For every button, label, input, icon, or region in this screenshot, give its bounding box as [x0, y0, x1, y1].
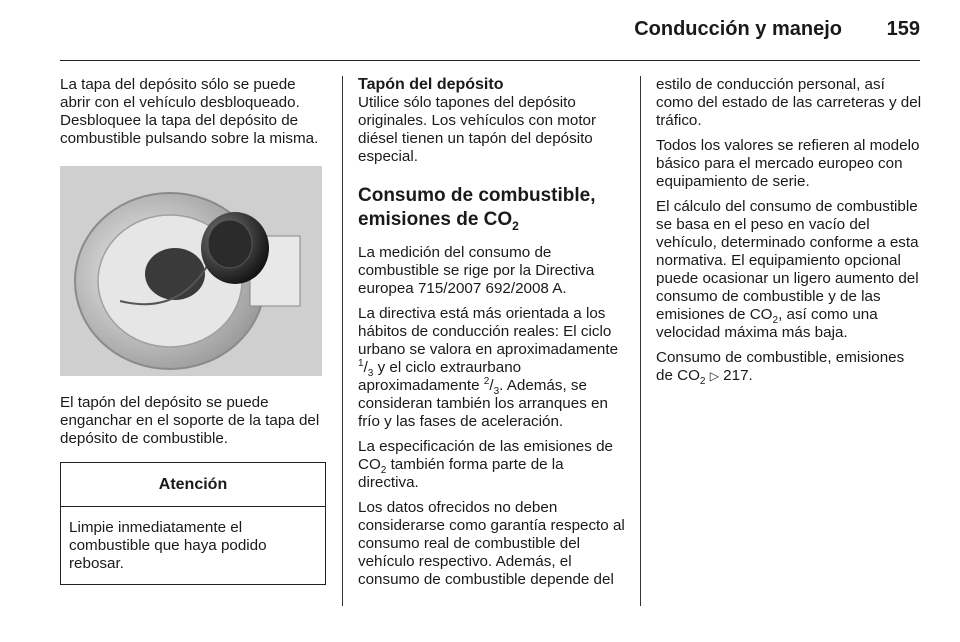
warning-box: [60, 462, 326, 585]
heading-fuel-cap: Tapón del depósito: [358, 76, 504, 93]
fuel-filler-illustration: [60, 166, 322, 376]
section-title: Conducción y manejo: [634, 18, 842, 40]
column-middle: [358, 76, 626, 596]
paragraph: La directiva está más orientada a los hábitos de conducción reales: El ciclo urbano se valora en aproximadamente $^1/_3$ y el ciclo extraurbano aproximadamente $^2/_3$. Además, se consideran también los arranques en frío y las fases de aceleración.: [358, 305, 619, 430]
page-number: 159: [886, 18, 920, 40]
warning-title: Atención: [61, 463, 325, 507]
paragraph: El tapón del depósito se puede enganchar en el soporte de la tapa del depósito de combustible.: [60, 394, 320, 447]
column-left: [60, 76, 326, 585]
paragraph: Los datos ofrecidos no deben considerarse como garantía respecto al consumo real de combustible del vehículo respectivo. Además, el consumo de combustible depende del: [358, 499, 625, 588]
page-reference-arrow-icon: ▷: [709, 369, 719, 383]
column-right: [656, 76, 924, 392]
column-divider: [640, 76, 641, 606]
paragraph: La medición del consumo de combustible se rige por la Directiva europea 715/2007 692/2008 A.: [358, 244, 595, 297]
paragraph: Consumo de combustible, emisiones de $CO_2$ ▷ 217.: [656, 349, 905, 388]
column-divider: [342, 76, 343, 606]
page-reference-link[interactable]: 217.: [723, 367, 753, 384]
page-header: [60, 0, 920, 61]
paragraph: Utilice sólo tapones del depósito originales. Los vehículos con motor diésel tienen un tapón del depósito especial.: [358, 94, 597, 165]
paragraph: El cálculo del consumo de combustible se basa en el peso en vacío del vehículo, determinado conforme a esta normativa. El equipamiento opcional puede ocasionar un ligero aumento del consumo de combustible y de las emisiones de $CO_2$, así como una velocidad máxima más baja.: [656, 198, 919, 341]
fuel-cap-photo: [60, 166, 322, 376]
warning-body: Limpie inmediatamente el combustible que haya podido rebosar.: [69, 519, 267, 572]
paragraph: La tapa del depósito sólo se puede abrir con el vehículo desbloqueado. Desbloquee la tapa del depósito de combustible pulsando sobre la misma.: [60, 76, 319, 147]
paragraph: estilo de conducción personal, así como del estado de las carreteras y del tráfico.: [656, 76, 922, 129]
paragraph: La especificación de las emisiones de $CO_2$ también forma parte de la directiva.: [358, 438, 613, 491]
heading-fuel-consumption: Consumo de combustible, emisiones de $CO_2$: [358, 185, 596, 233]
paragraph: Todos los valores se refieren al modelo básico para el mercado europeo con equipamiento de serie.: [656, 137, 920, 190]
